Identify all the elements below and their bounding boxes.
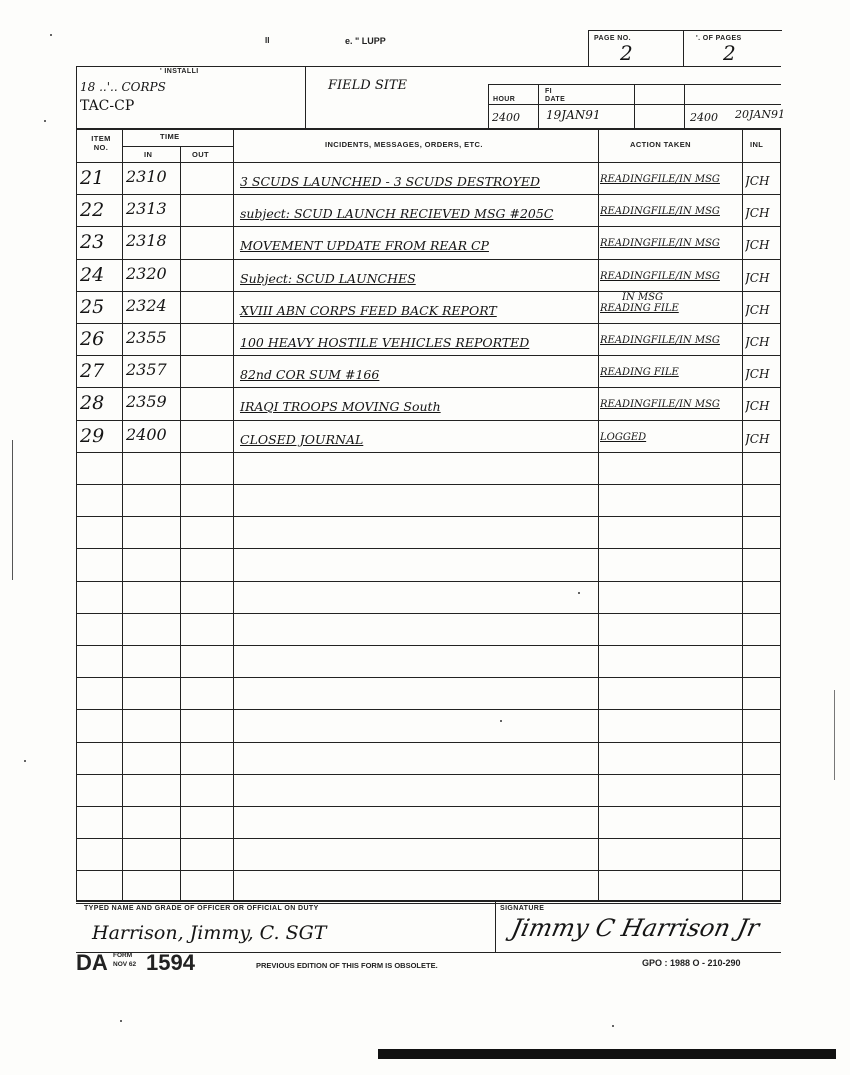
- row-rule: [76, 323, 781, 324]
- time-in: 2310: [126, 167, 167, 186]
- from-date: 19JAN91: [546, 108, 601, 122]
- item-number: 29: [80, 425, 105, 447]
- header-action: ACTION TAKEN: [630, 140, 691, 149]
- row-rule: [76, 484, 781, 485]
- initials: JCH: [745, 174, 770, 188]
- row-rule: [76, 452, 781, 453]
- time-in: 2313: [126, 199, 167, 218]
- action-taken-note: IN MSG: [622, 292, 663, 303]
- incident-text: 82nd COR SUM #166: [240, 367, 380, 382]
- unit-line-2: TAC-CP: [80, 98, 135, 114]
- page-no-value: 2: [620, 41, 633, 65]
- previous-edition-note: PREVIOUS EDITION OF THIS FORM IS OBSOLETE.: [256, 961, 438, 970]
- initials: JCH: [745, 367, 770, 381]
- row-rule: [76, 709, 781, 710]
- row-rule: [76, 645, 781, 646]
- row-rule: [76, 355, 781, 356]
- header-time-in: IN: [144, 150, 153, 159]
- time-in: 2359: [126, 392, 167, 411]
- incident-text: Subject: SCUD LAUNCHES: [240, 271, 416, 286]
- unit-line-1: 18 ..'.. CORPS: [80, 80, 166, 94]
- scan-speck: [612, 1025, 614, 1027]
- incident-text: CLOSED JOURNAL: [240, 432, 364, 447]
- form-prefix: DA: [76, 950, 108, 975]
- install-label: ' INSTALLI: [160, 68, 199, 75]
- item-number: 22: [80, 199, 105, 221]
- signature: Jimmy C Harrison Jr: [509, 914, 762, 942]
- page-no-label: PAGE NO.: [594, 35, 631, 42]
- initials: JCH: [745, 271, 770, 285]
- initials: JCH: [745, 238, 770, 252]
- row-rule: [76, 677, 781, 678]
- row-rule: [76, 903, 781, 904]
- scan-speck: [44, 120, 46, 122]
- time-in: 2355: [126, 328, 167, 347]
- row-rule: [76, 226, 781, 227]
- item-number: 26: [80, 328, 105, 350]
- incident-text: IRAQI TROOPS MOVING South: [240, 399, 441, 414]
- action-taken: READINGFILE/IN MSG: [600, 271, 720, 282]
- initials: JCH: [745, 303, 770, 317]
- row-rule: [76, 838, 781, 839]
- initials: JCH: [745, 206, 770, 220]
- row-rule: [76, 806, 781, 807]
- header-incidents: INCIDENTS, MESSAGES, ORDERS, ETC.: [325, 140, 483, 149]
- action-taken: READINGFILE/IN MSG: [600, 399, 720, 410]
- officer-name: Harrison, Jimmy, C. SGT: [92, 922, 327, 944]
- item-number: 24: [80, 264, 105, 286]
- action-taken: LOGGED: [600, 432, 647, 443]
- top-fragment-1: II: [265, 36, 270, 45]
- initials: JCH: [745, 399, 770, 413]
- scan-margin-line-right: [834, 690, 835, 780]
- item-number: 25: [80, 296, 105, 318]
- scan-edge-bar: [378, 1049, 836, 1059]
- form-number: 1594: [146, 950, 195, 975]
- incident-text: 3 SCUDS LAUNCHED - 3 SCUDS DESTROYED: [240, 174, 540, 189]
- time-in: 2400: [126, 425, 167, 444]
- to-hour: 2400: [690, 111, 718, 124]
- signature-label: SIGNATURE: [500, 905, 545, 912]
- row-rule: [76, 774, 781, 775]
- scan-speck: [500, 720, 502, 722]
- time-in: 2324: [126, 296, 167, 315]
- scan-speck: [24, 760, 26, 762]
- item-number: 21: [80, 167, 105, 189]
- top-fragment-2: e. " LUPP: [345, 36, 386, 46]
- scan-speck: [50, 34, 52, 36]
- row-rule: [76, 516, 781, 517]
- action-taken: READINGFILE/IN MSG: [600, 174, 720, 185]
- row-rule: [76, 613, 781, 614]
- time-in: 2318: [126, 231, 167, 250]
- form-word: FORM: [113, 952, 133, 959]
- header-initials: INL: [750, 140, 764, 149]
- row-rule: [76, 387, 781, 388]
- location: FIELD SITE: [328, 78, 408, 93]
- from-hour: 2400: [492, 111, 520, 124]
- incident-text: MOVEMENT UPDATE FROM REAR CP: [240, 238, 489, 253]
- row-rule: [76, 548, 781, 549]
- from-label: FI: [545, 88, 553, 95]
- row-rule: [76, 194, 781, 195]
- item-number: 23: [80, 231, 105, 253]
- action-taken: READINGFILE/IN MSG: [600, 335, 720, 346]
- of-pages-label: '. OF PAGES: [696, 35, 742, 42]
- incident-text: XVIII ABN CORPS FEED BACK REPORT: [240, 303, 497, 318]
- row-rule: [76, 291, 781, 292]
- scan-speck: [578, 592, 580, 594]
- row-rule: [76, 581, 781, 582]
- header-item-no: ITEM NO.: [91, 134, 111, 152]
- hour-label: HOUR: [493, 96, 516, 103]
- action-taken: READING FILE: [600, 303, 679, 314]
- of-pages-value: 2: [723, 41, 736, 65]
- gpo-note: GPO : 1988 O - 210-290: [642, 958, 741, 968]
- incident-text: subject: SCUD LAUNCH RECIEVED MSG #205C: [240, 206, 554, 221]
- date-label: DATE: [545, 96, 566, 103]
- scan-speck: [120, 1020, 122, 1022]
- header-time: TIME: [160, 132, 180, 141]
- time-in: 2320: [126, 264, 167, 283]
- scan-margin-line: [12, 440, 13, 580]
- initials: JCH: [745, 335, 770, 349]
- header-time-out: OUT: [192, 150, 210, 159]
- time-in: 2357: [126, 360, 167, 379]
- row-rule: [76, 259, 781, 260]
- action-taken: READINGFILE/IN MSG: [600, 206, 720, 217]
- action-taken: READING FILE: [600, 367, 679, 378]
- row-rule: [76, 420, 781, 421]
- page-number-box: [588, 30, 782, 67]
- incident-text: 100 HEAVY HOSTILE VEHICLES REPORTED: [240, 335, 530, 350]
- item-number: 27: [80, 360, 105, 382]
- row-rule: [76, 742, 781, 743]
- to-date: 20JAN91: [735, 108, 785, 121]
- item-number: 28: [80, 392, 105, 414]
- row-rule: [76, 870, 781, 871]
- action-taken: READINGFILE/IN MSG: [600, 238, 720, 249]
- initials: JCH: [745, 432, 770, 446]
- form-date: NOV 62: [113, 961, 137, 968]
- officer-label: TYPED NAME AND GRADE OF OFFICER OR OFFICIAL ON DUTY: [84, 905, 319, 912]
